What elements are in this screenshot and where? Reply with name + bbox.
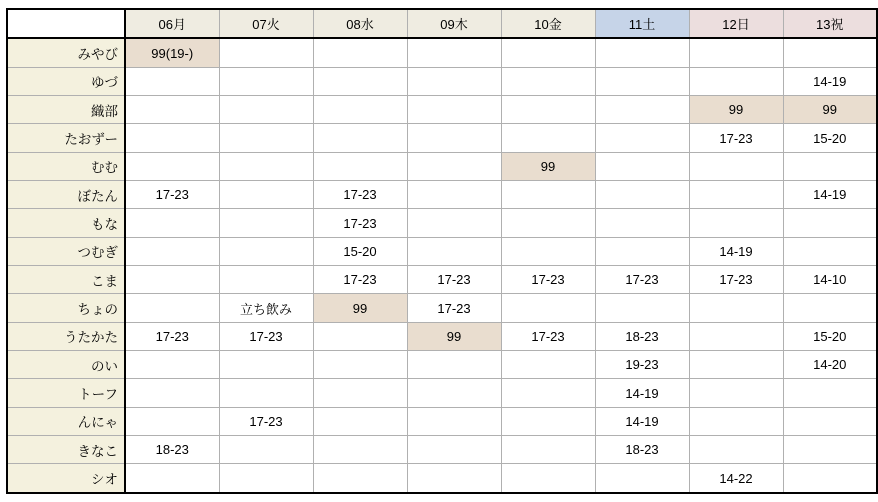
schedule-cell[interactable]: [313, 322, 407, 350]
schedule-cell[interactable]: 18-23: [595, 322, 689, 350]
schedule-cell[interactable]: [219, 266, 313, 294]
row-label-4: むむ: [7, 152, 125, 180]
schedule-cell[interactable]: [219, 38, 313, 67]
schedule-cell[interactable]: 99: [313, 294, 407, 322]
schedule-cell[interactable]: [219, 237, 313, 265]
schedule-cell[interactable]: [125, 351, 219, 379]
schedule-cell[interactable]: [595, 237, 689, 265]
schedule-cell[interactable]: [689, 209, 783, 237]
table-row: [7, 266, 877, 294]
schedule-cell[interactable]: [219, 181, 313, 209]
row-label-1: ゆづ: [7, 67, 125, 95]
schedule-cell[interactable]: [219, 124, 313, 152]
row-label-5: ぼたん: [7, 181, 125, 209]
table-row: [7, 294, 877, 322]
column-header-7: 13祝: [783, 9, 877, 38]
schedule-cell[interactable]: [407, 38, 501, 67]
table-row: [7, 436, 877, 464]
schedule-cell[interactable]: [219, 152, 313, 180]
schedule-cell[interactable]: [313, 38, 407, 67]
schedule-cell[interactable]: [595, 464, 689, 493]
column-header-6: 12日: [689, 9, 783, 38]
schedule-cell[interactable]: [783, 38, 877, 67]
table-row: [7, 379, 877, 407]
schedule-cell[interactable]: 17-23: [501, 266, 595, 294]
schedule-cell[interactable]: 17-23: [689, 124, 783, 152]
table-row: [7, 407, 877, 435]
schedule-cell[interactable]: [689, 322, 783, 350]
table-row: [7, 67, 877, 95]
schedule-cell[interactable]: [501, 351, 595, 379]
column-header-4: 10金: [501, 9, 595, 38]
schedule-cell[interactable]: [313, 436, 407, 464]
schedule-cell[interactable]: [313, 152, 407, 180]
schedule-cell[interactable]: [501, 379, 595, 407]
schedule-cell[interactable]: 17-23: [407, 266, 501, 294]
table-header-row: [7, 9, 877, 38]
schedule-cell[interactable]: 14-19: [595, 379, 689, 407]
row-label-0: みやび: [7, 38, 125, 67]
schedule-cell[interactable]: 14-19: [595, 407, 689, 435]
schedule-cell[interactable]: [689, 379, 783, 407]
schedule-cell[interactable]: 14-19: [783, 67, 877, 95]
schedule-cell[interactable]: [407, 379, 501, 407]
schedule-cell[interactable]: [407, 351, 501, 379]
schedule-cell[interactable]: 14-20: [783, 351, 877, 379]
row-label-12: トーフ: [7, 379, 125, 407]
schedule-cell[interactable]: [313, 407, 407, 435]
schedule-cell[interactable]: [783, 152, 877, 180]
schedule-cell[interactable]: 17-23: [595, 266, 689, 294]
schedule-cell[interactable]: 17-23: [313, 181, 407, 209]
schedule-cell[interactable]: [783, 237, 877, 265]
row-label-14: きなこ: [7, 436, 125, 464]
row-label-8: こま: [7, 266, 125, 294]
table-row: [7, 38, 877, 67]
schedule-cell[interactable]: [501, 38, 595, 67]
schedule-cell[interactable]: [219, 209, 313, 237]
schedule-cell[interactable]: 14-19: [689, 237, 783, 265]
schedule-cell[interactable]: [125, 294, 219, 322]
schedule-cell[interactable]: 15-20: [783, 124, 877, 152]
schedule-cell[interactable]: [407, 237, 501, 265]
row-label-15: シオ: [7, 464, 125, 493]
schedule-cell[interactable]: 99: [407, 322, 501, 350]
schedule-cell[interactable]: [407, 96, 501, 124]
schedule-cell[interactable]: 15-20: [783, 322, 877, 350]
schedule-cell[interactable]: [501, 237, 595, 265]
schedule-cell[interactable]: [689, 436, 783, 464]
schedule-cell[interactable]: 99: [689, 96, 783, 124]
schedule-cell[interactable]: [501, 464, 595, 493]
schedule-cell[interactable]: [407, 436, 501, 464]
row-label-11: のい: [7, 351, 125, 379]
table-row: [7, 322, 877, 350]
schedule-cell[interactable]: [219, 379, 313, 407]
schedule-cell[interactable]: [407, 152, 501, 180]
schedule-cell[interactable]: 17-23: [689, 266, 783, 294]
schedule-cell[interactable]: [595, 294, 689, 322]
table-row: [7, 209, 877, 237]
schedule-cell[interactable]: [313, 379, 407, 407]
column-header-2: 08水: [313, 9, 407, 38]
table-row: [7, 124, 877, 152]
schedule-cell[interactable]: [689, 152, 783, 180]
schedule-cell[interactable]: [689, 294, 783, 322]
schedule-cell[interactable]: [219, 96, 313, 124]
row-label-13: んにゃ: [7, 407, 125, 435]
schedule-cell[interactable]: [501, 436, 595, 464]
schedule-cell[interactable]: [501, 96, 595, 124]
schedule-cell[interactable]: [689, 407, 783, 435]
schedule-cell[interactable]: [125, 67, 219, 95]
table-corner-cell: [7, 9, 125, 38]
row-label-7: つむぎ: [7, 237, 125, 265]
schedule-cell[interactable]: [125, 266, 219, 294]
row-label-2: 織部: [7, 96, 125, 124]
schedule-cell[interactable]: 19-23: [595, 351, 689, 379]
schedule-cell[interactable]: [595, 124, 689, 152]
row-label-10: うたかた: [7, 322, 125, 350]
schedule-cell[interactable]: [595, 38, 689, 67]
schedule-cell[interactable]: [407, 209, 501, 237]
schedule-cell[interactable]: 17-23: [407, 294, 501, 322]
schedule-cell[interactable]: [313, 124, 407, 152]
schedule-cell[interactable]: [313, 464, 407, 493]
schedule-cell[interactable]: [783, 294, 877, 322]
schedule-cell[interactable]: 17-23: [219, 407, 313, 435]
schedule-cell[interactable]: [501, 67, 595, 95]
table-row: [7, 237, 877, 265]
row-label-3: たおずー: [7, 124, 125, 152]
schedule-cell[interactable]: [125, 237, 219, 265]
schedule-cell[interactable]: [501, 181, 595, 209]
schedule-cell[interactable]: [689, 351, 783, 379]
schedule-cell[interactable]: [125, 152, 219, 180]
schedule-cell[interactable]: [407, 124, 501, 152]
schedule-cell[interactable]: [783, 436, 877, 464]
schedule-cell[interactable]: [595, 181, 689, 209]
schedule-cell[interactable]: 立ち飲み: [219, 294, 313, 322]
schedule-cell[interactable]: 99: [783, 96, 877, 124]
schedule-cell[interactable]: [501, 209, 595, 237]
schedule-cell[interactable]: [595, 209, 689, 237]
schedule-cell[interactable]: [783, 379, 877, 407]
table-row: [7, 152, 877, 180]
schedule-cell[interactable]: [313, 96, 407, 124]
column-header-3: 09木: [407, 9, 501, 38]
schedule-cell[interactable]: 99: [501, 152, 595, 180]
schedule-cell[interactable]: [125, 464, 219, 493]
schedule-cell[interactable]: 17-23: [313, 266, 407, 294]
row-label-6: もな: [7, 209, 125, 237]
schedule-cell[interactable]: [219, 464, 313, 493]
schedule-cell[interactable]: 17-23: [219, 322, 313, 350]
schedule-cell[interactable]: [313, 351, 407, 379]
schedule-cell[interactable]: [125, 96, 219, 124]
schedule-cell[interactable]: [595, 96, 689, 124]
schedule-cell[interactable]: 17-23: [125, 322, 219, 350]
schedule-cell[interactable]: [783, 209, 877, 237]
schedule-cell[interactable]: 18-23: [595, 436, 689, 464]
column-header-0: 06月: [125, 9, 219, 38]
row-label-9: ちょの: [7, 294, 125, 322]
schedule-cell[interactable]: 15-20: [313, 237, 407, 265]
schedule-cell[interactable]: [689, 67, 783, 95]
schedule-cell[interactable]: 17-23: [313, 209, 407, 237]
schedule-cell[interactable]: [407, 181, 501, 209]
table-row: [7, 181, 877, 209]
schedule-cell[interactable]: [125, 379, 219, 407]
schedule-cell[interactable]: 99(19-): [125, 38, 219, 67]
schedule-cell[interactable]: [783, 464, 877, 493]
schedule-cell[interactable]: [125, 124, 219, 152]
schedule-cell[interactable]: 14-22: [689, 464, 783, 493]
schedule-cell[interactable]: 17-23: [125, 181, 219, 209]
schedule-cell[interactable]: [125, 407, 219, 435]
schedule-cell[interactable]: [219, 67, 313, 95]
schedule-cell[interactable]: 14-10: [783, 266, 877, 294]
schedule-cell[interactable]: [783, 407, 877, 435]
schedule-cell[interactable]: [501, 407, 595, 435]
column-header-5: 11土: [595, 9, 689, 38]
schedule-cell[interactable]: 17-23: [501, 322, 595, 350]
schedule-cell[interactable]: [595, 152, 689, 180]
schedule-cell[interactable]: 18-23: [125, 436, 219, 464]
schedule-cell[interactable]: [125, 209, 219, 237]
table-row: [7, 464, 877, 493]
schedule-table: [6, 8, 878, 494]
schedule-cell[interactable]: [219, 436, 313, 464]
schedule-cell[interactable]: [501, 294, 595, 322]
schedule-cell[interactable]: [313, 67, 407, 95]
schedule-cell[interactable]: [689, 38, 783, 67]
column-header-1: 07火: [219, 9, 313, 38]
schedule-cell[interactable]: [501, 124, 595, 152]
schedule-cell[interactable]: [407, 407, 501, 435]
schedule-cell[interactable]: [689, 181, 783, 209]
schedule-cell[interactable]: [595, 67, 689, 95]
schedule-cell[interactable]: 14-19: [783, 181, 877, 209]
schedule-cell[interactable]: [407, 464, 501, 493]
table-row: [7, 351, 877, 379]
schedule-cell[interactable]: [219, 351, 313, 379]
table-row: [7, 96, 877, 124]
schedule-cell[interactable]: [407, 67, 501, 95]
